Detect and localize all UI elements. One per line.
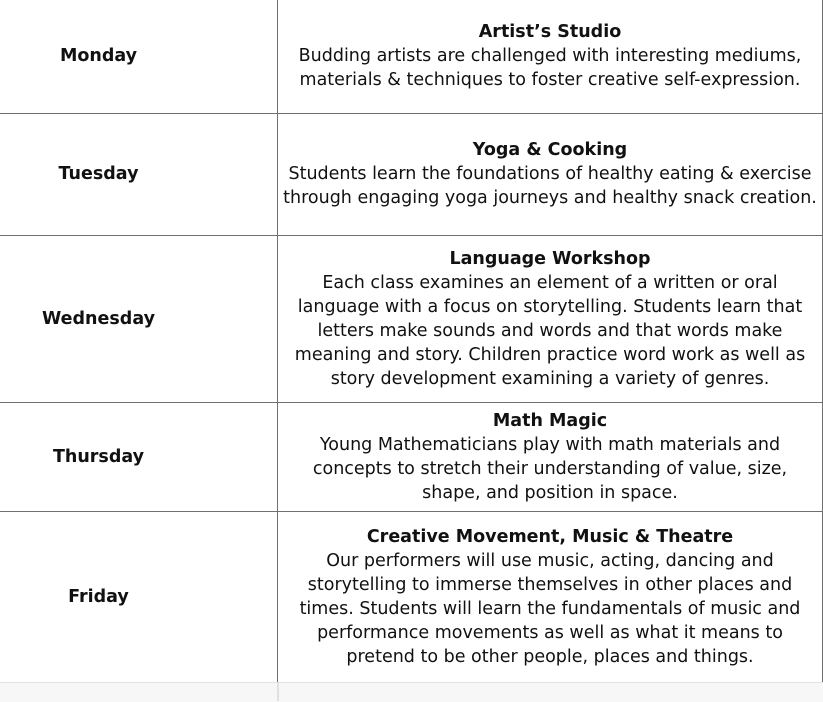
day-cell: [0, 511, 278, 682]
activity-cell: [278, 235, 823, 402]
day-label: Wednesday: [41, 308, 156, 329]
day-cell: [0, 0, 278, 113]
activity-cell: [278, 402, 823, 511]
page-bottom-strip: [0, 682, 823, 702]
activity-title: Language Workshop: [449, 248, 651, 269]
activity-title: Artist’s Studio: [478, 22, 622, 43]
day-label: Thursday: [52, 446, 145, 467]
schedule-row-friday: [0, 511, 823, 682]
activity-cell: [278, 0, 823, 113]
schedule-row-monday: [0, 0, 823, 113]
schedule-row-wednesday: [0, 235, 823, 402]
activity-title: Creative Movement, Music & Theatre: [366, 526, 734, 547]
activity-cell: [278, 511, 823, 682]
day-label: Friday: [68, 586, 129, 607]
schedule-row-thursday: [0, 402, 823, 511]
column-divider-continuation: [277, 682, 279, 701]
activity-cell: [278, 113, 823, 235]
day-cell: [0, 402, 278, 511]
activity-description: Budding artists are challenged with interesting mediums, materials & techniques to foster creative self-expression.: [298, 46, 802, 91]
activity-description: Our performers will use music, acting, dancing and storytelling to immerse themselves in other places and times. Students will learn the fundamentals of music and performance movements as well as what it means to pretend to be other people, places and things.: [299, 550, 801, 667]
activity-title: Yoga & Cooking: [472, 140, 628, 160]
day-label: Monday: [59, 46, 138, 67]
activity-description: Students learn the foundations of healthy eating & exercise through engaging yoga journeys and healthy snack creation.: [283, 164, 817, 208]
day-label: Tuesday: [58, 164, 139, 184]
activity-description: Each class examines an element of a written or oral language with a focus on storytelling. Students learn that letters make sounds and words and that words make meaning and story. Children practice word work as well as story development examining a variety of genres.: [294, 272, 806, 389]
schedule-row-tuesday: [0, 113, 823, 235]
day-cell: [0, 235, 278, 402]
activity-title: Math Magic: [492, 410, 608, 431]
day-cell: [0, 113, 278, 235]
activity-description: Young Mathematicians play with math materials and concepts to stretch their understanding of value, size, shape, and position in space.: [312, 434, 788, 503]
